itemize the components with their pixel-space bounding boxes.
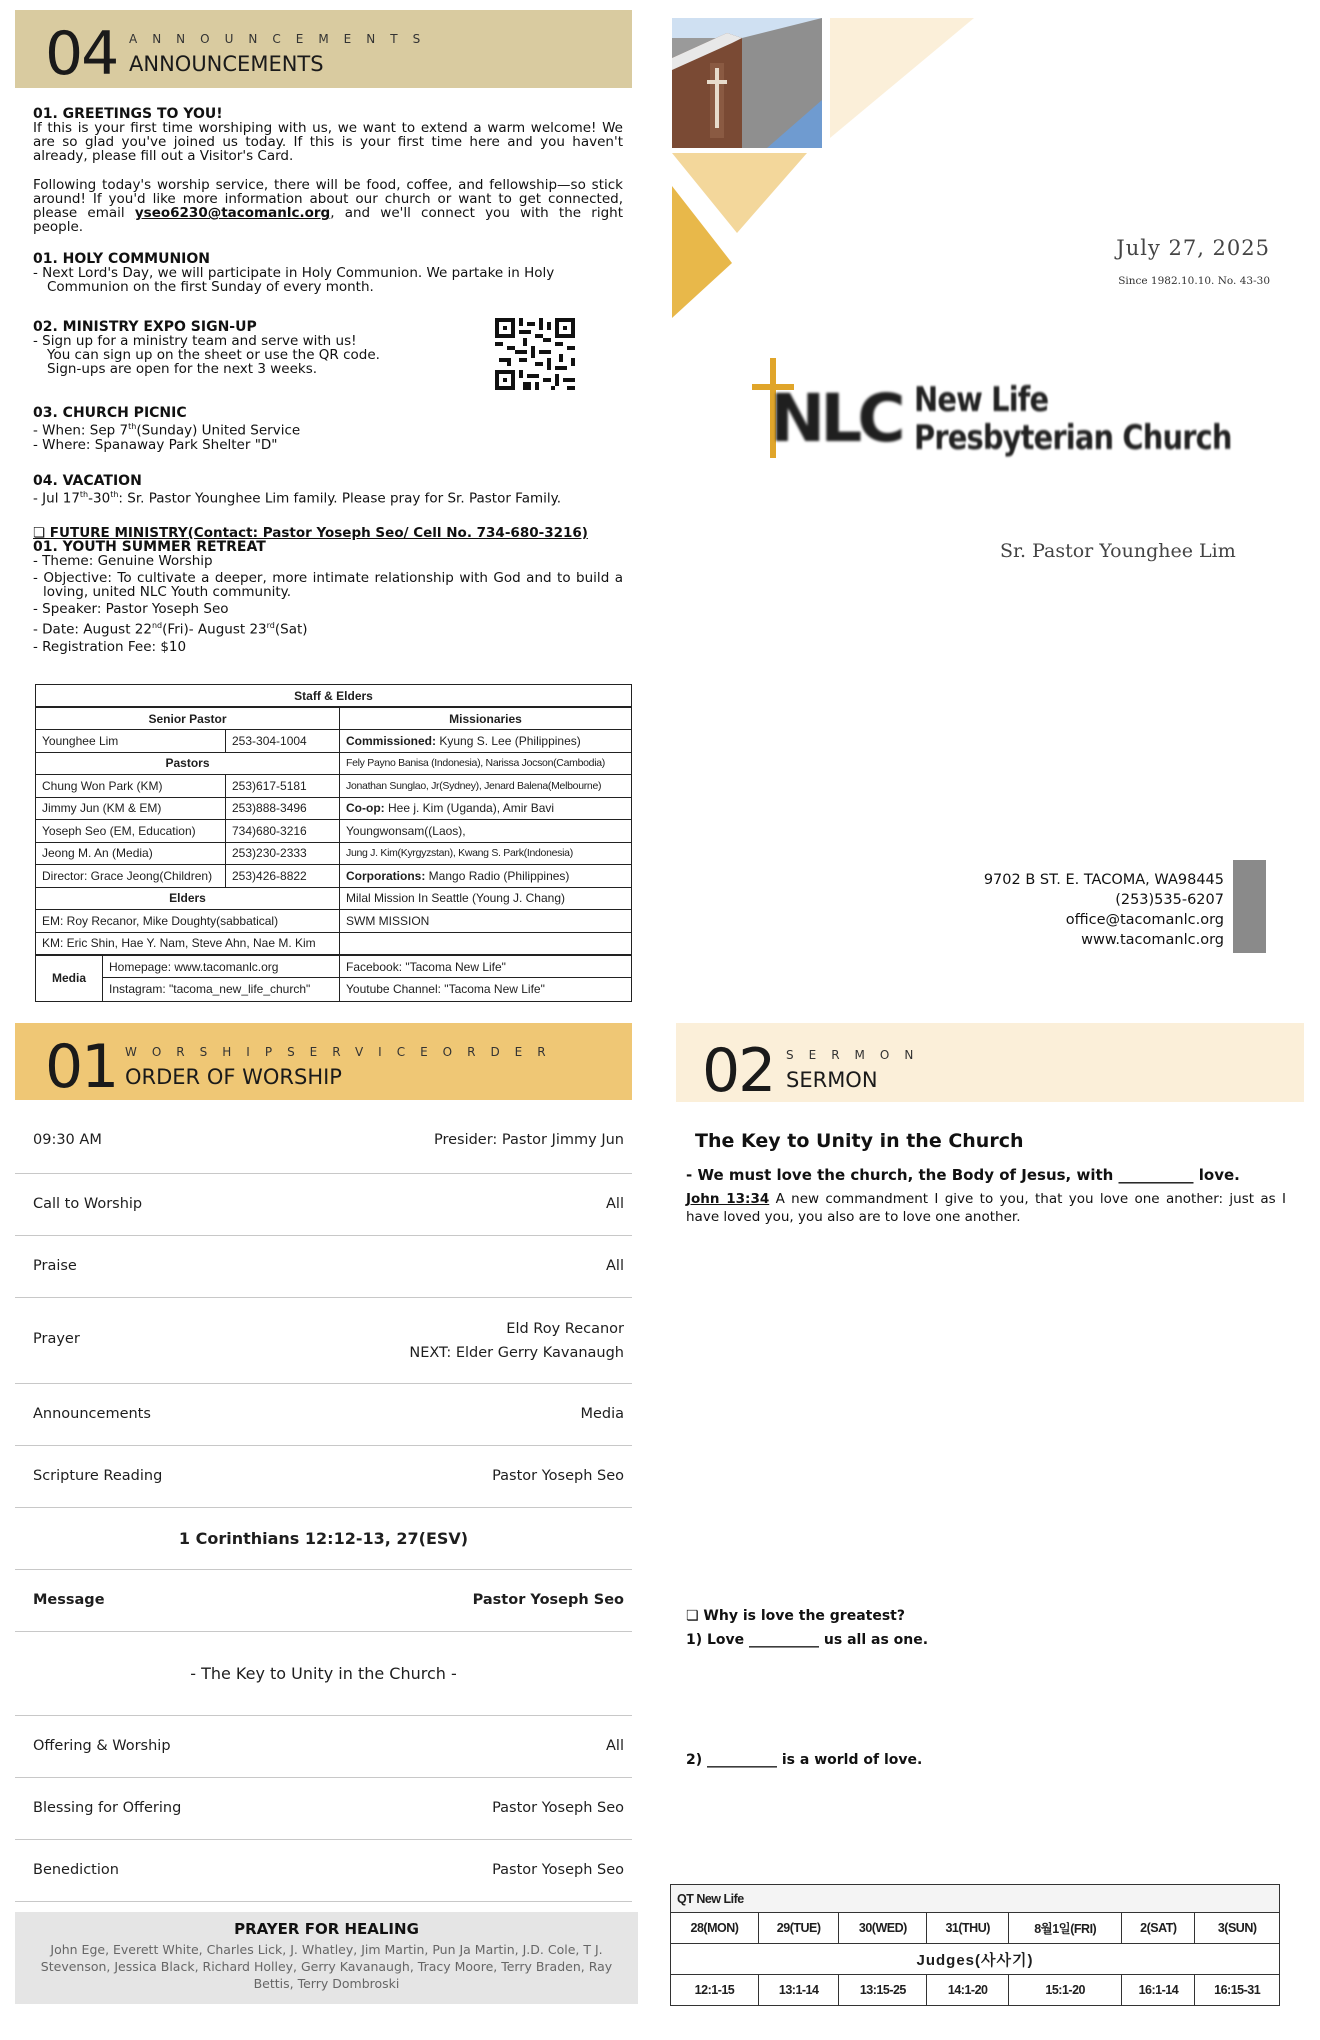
sermon-spaced-title: SERMON xyxy=(786,1048,929,1062)
ministry-expo-title: 02. MINISTRY EXPO SIGN-UP xyxy=(33,319,257,335)
holy-communion-block xyxy=(33,252,623,294)
cover-phone: (253)535-6207 xyxy=(1115,892,1224,908)
announcements-number: 04 xyxy=(45,19,118,89)
youth-fee: - Registration Fee: $10 xyxy=(33,638,187,655)
greetings-block xyxy=(33,107,623,234)
sermon-title: SERMON xyxy=(786,1068,878,1092)
facebook-link[interactable]: Facebook: "Tacoma New Life" xyxy=(340,956,631,978)
pastor-name: Yoseph Seo (EM, Education) xyxy=(36,820,226,843)
worship-item-row xyxy=(15,1298,632,1384)
scripture-reference: 1 Corinthians 12:12-13, 27(ESV) xyxy=(15,1508,632,1570)
youth-date-sup-2: rd xyxy=(266,621,275,630)
elders-em: EM: Roy Recanor, Mike Doughty(sabbatical) xyxy=(36,910,340,933)
greetings-p2-end: , and we'll connect you with the right people. xyxy=(33,205,623,235)
staff-table-title: Staff & Elders xyxy=(36,685,632,708)
worship-item-row xyxy=(15,1174,632,1236)
qt-reading: 12:1-15 xyxy=(671,1975,759,2006)
pastor-name: Jeong M. An (Media) xyxy=(36,842,226,865)
healing-title: PRAYER FOR HEALING xyxy=(234,1920,419,1938)
pastor-phone: 253)617-5181 xyxy=(226,775,340,798)
message-preacher: Pastor Yoseph Seo xyxy=(472,1592,624,1608)
youth-date-1: - Date: August 22 xyxy=(33,621,152,638)
pastor-phone: 253)888-3496 xyxy=(226,797,340,820)
youth-objective: - Objective: To cultivate a deeper, more intimate relationship with God and to build a loving, united NLC Youth community. xyxy=(33,570,623,600)
logo-name-line-2: Presbyterian Church xyxy=(914,418,1232,458)
missionary-corp-label: Corporations: xyxy=(346,868,426,883)
worship-item-leader: All xyxy=(606,1738,624,1754)
vacation-sup-2: th xyxy=(110,490,119,499)
qt-title: QT New Life xyxy=(671,1885,1280,1913)
vacation-block xyxy=(33,474,623,506)
worship-item-label: Offering & Worship xyxy=(33,1738,171,1754)
vacation-sup-1: th xyxy=(79,490,89,499)
church-picnic-title: 03. CHURCH PICNIC xyxy=(33,405,187,421)
qt-reading: 13:1-14 xyxy=(758,1975,838,2006)
worship-item-row xyxy=(15,1716,632,1778)
worship-time: 09:30 AM xyxy=(33,1132,102,1148)
church-logo xyxy=(752,358,1232,468)
missionary-coop-label: Co-op: xyxy=(346,801,385,816)
missionary-row-6: Jung J. Kim(Kyrgyzstan), Kwang S. Park(Indonesia) xyxy=(340,842,632,865)
cover-since: Since 1982.10.10. No. 43-30 xyxy=(1118,275,1270,287)
worship-title: ORDER OF WORSHIP xyxy=(125,1065,342,1089)
vacation-text-1: - Jul 17 xyxy=(33,490,80,507)
greetings-title: 01. GREETINGS TO YOU! xyxy=(33,106,223,122)
youth-date-3: (Sat) xyxy=(274,621,308,638)
worship-item-label: Call to Worship xyxy=(33,1196,143,1212)
greetings-email-link[interactable]: yseo6230@tacomanlc.org xyxy=(134,205,331,221)
qt-reading: 16:15-31 xyxy=(1195,1975,1280,2006)
church-picnic-block xyxy=(33,406,623,452)
sermon-question-2: 2) __________ is a world of love. xyxy=(686,1752,923,1768)
greetings-paragraph-1: If this is your first time worshiping with us, we want to extend a warm welcome! We are so glad you've joined us today. If this is your first time here and you haven't already, please fill out a Visitor's Card. xyxy=(33,120,623,164)
future-ministry-title: ❏ FUTURE MINISTRY(Contact: Pastor Yoseph Seo/ Cell No. 734-680-3216) xyxy=(33,525,588,541)
prayer-for-healing-box xyxy=(15,1912,638,2004)
staff-elders-table xyxy=(35,684,632,1002)
worship-item-label: Praise xyxy=(33,1258,77,1274)
homepage-link[interactable]: Homepage: www.tacomanlc.org xyxy=(103,956,339,978)
missionary-commissioned-label: Commissioned: xyxy=(346,733,437,748)
sermon-question-title: ❏ Why is love the greatest? xyxy=(686,1608,905,1624)
church-picnic-when xyxy=(33,420,623,438)
qt-day: 28(MON) xyxy=(671,1913,759,1944)
sermon-heading: The Key to Unity in the Church xyxy=(695,1130,1024,1152)
worship-item-row xyxy=(15,1384,632,1446)
qt-day: 3(SUN) xyxy=(1195,1913,1280,1944)
pastor-phone: 253)426-8822 xyxy=(226,865,340,888)
missionary-coop xyxy=(340,797,632,820)
verse-reference: John 13:34 xyxy=(686,1191,770,1207)
announcements-spaced-title: ANNOUNCEMENTS xyxy=(129,32,436,46)
worship-presider: Presider: Pastor Jimmy Jun xyxy=(433,1132,624,1148)
message-label: Message xyxy=(33,1592,105,1608)
announcements-header xyxy=(15,10,632,88)
worship-spaced-title: WORSHIPSERVICEORDER xyxy=(125,1045,561,1059)
vacation-title: 04. VACATION xyxy=(33,473,142,489)
cover-contact-block xyxy=(984,870,1224,950)
worship-item-leader: Pastor Yoseph Seo xyxy=(492,1468,624,1484)
ministry-expo-block xyxy=(33,320,493,376)
missionary-row-3: Jonathan Sunglao, Jr(Sydney), Jenard Balena(Melbourne) xyxy=(340,775,632,798)
message-row xyxy=(15,1570,632,1632)
qt-day: 8월1일(FRI) xyxy=(1009,1913,1122,1944)
worship-item-leader: Pastor Yoseph Seo xyxy=(492,1862,624,1878)
cover-geometric-art xyxy=(672,18,982,318)
logo-name-line-1: New Life xyxy=(914,380,1049,420)
holy-communion-text: - Next Lord's Day, we will participate in Holy Communion. We partake in Holy Communion on the first Sunday of every month. xyxy=(33,265,555,295)
worship-item-label: Announcements xyxy=(33,1406,151,1422)
worship-item-leader: Media xyxy=(580,1406,624,1422)
empty-cell xyxy=(340,932,632,955)
vacation-text-3: : Sr. Pastor Younghee Lim family. Please pray for Sr. Pastor Family. xyxy=(118,490,561,507)
missionary-commissioned-value: Kyung S. Lee (Philippines) xyxy=(436,733,581,748)
prayer-leader: Eld Roy Recanor xyxy=(506,1321,624,1337)
qt-reading: 14:1-20 xyxy=(927,1975,1009,2006)
pastor-name: Jimmy Jun (KM & EM) xyxy=(36,797,226,820)
sermon-question-1: 1) Love __________ us all as one. xyxy=(686,1632,929,1648)
cover-website[interactable]: www.tacomanlc.org xyxy=(1081,932,1224,948)
announcements-title: ANNOUNCEMENTS xyxy=(129,52,324,76)
sermon-header xyxy=(676,1023,1304,1106)
picnic-when-sup: th xyxy=(128,422,137,431)
qt-day: 31(THU) xyxy=(927,1913,1009,1944)
worship-item-leader: All xyxy=(606,1196,624,1212)
elders-km: KM: Eric Shin, Hae Y. Nam, Steve Ahn, Nae M. Kim xyxy=(36,932,340,955)
qr-code-image[interactable] xyxy=(495,318,575,390)
missionary-row-2: Fely Payno Banisa (Indonesia), Narissa Jocson(Cambodia) xyxy=(340,752,632,775)
worship-item-label: Scripture Reading xyxy=(33,1468,163,1484)
picnic-when-text-2: (Sunday) United Service xyxy=(136,422,301,439)
missionary-row-5: Youngwonsam((Laos), xyxy=(340,820,632,843)
senior-pastor-name: Younghee Lim xyxy=(36,730,226,753)
youth-date xyxy=(33,619,623,637)
worship-time-row xyxy=(15,1110,632,1174)
pastor-phone: 253)230-2333 xyxy=(226,842,340,865)
sermon-point: - We must love the church, the Body of Jesus, with __________ love. xyxy=(686,1166,1240,1184)
worship-item-label: Benediction xyxy=(33,1862,119,1878)
cover-email[interactable]: office@tacomanlc.org xyxy=(1065,912,1224,928)
youth-date-sup-1: nd xyxy=(151,621,163,630)
holy-communion-title: 01. HOLY COMMUNION xyxy=(33,251,210,267)
missionary-row-9: SWM MISSION xyxy=(340,910,632,933)
missionary-commissioned xyxy=(340,730,632,753)
missionary-coop-value: Hee j. Kim (Uganda), Amir Bavi xyxy=(384,801,555,816)
pastor-phone: 734)680-3216 xyxy=(226,820,340,843)
worship-item-row xyxy=(15,1236,632,1298)
worship-item-leader: All xyxy=(606,1258,624,1274)
ministry-expo-line-2: You can sign up on the sheet or use the QR code. xyxy=(47,347,380,363)
logo-letters: NLC xyxy=(770,380,901,457)
pastor-name: Director: Grace Jeong(Children) xyxy=(36,865,226,888)
qt-day: 30(WED) xyxy=(839,1913,927,1944)
worship-item-leader xyxy=(409,1317,624,1365)
missionary-corporations xyxy=(340,865,632,888)
youtube-link[interactable]: Youtube Channel: "Tacoma New Life" xyxy=(346,981,545,996)
sermon-number: 02 xyxy=(702,1036,775,1106)
qt-day: 2(SAT) xyxy=(1122,1913,1195,1944)
greetings-p2-start: Following today's worship service, there will be food, coffee, and fellowship—so stick around! If you'd like more information about our church or want to get connected, please email xyxy=(33,177,623,221)
vacation-text-2: -30 xyxy=(88,490,111,507)
media-label: Media xyxy=(36,956,103,1001)
qt-reading: 13:15-25 xyxy=(839,1975,927,2006)
qt-day: 29(TUE) xyxy=(758,1913,838,1944)
worship-item-leader: Pastor Yoseph Seo xyxy=(492,1800,624,1816)
missionary-row-8: Milal Mission In Seattle (Young J. Chang) xyxy=(340,887,632,910)
future-ministry-block xyxy=(33,526,623,654)
worship-item-row xyxy=(15,1840,632,1902)
sermon-verse xyxy=(686,1190,1286,1226)
prayer-next-leader: NEXT: Elder Gerry Kavanaugh xyxy=(409,1345,624,1361)
cover-date: July 27, 2025 xyxy=(1116,236,1270,260)
picnic-when-text: - When: Sep 7 xyxy=(33,422,129,439)
verse-text: A new commandment I give to you, that you love one another: just as I have loved you, you also are to love one another. xyxy=(686,1191,1286,1225)
social-cell xyxy=(340,955,632,1002)
vacation-text xyxy=(33,488,623,506)
worship-item-label: Prayer xyxy=(33,1331,80,1347)
youth-theme: - Theme: Genuine Worship xyxy=(33,553,213,569)
qt-reading: 15:1-20 xyxy=(1009,1975,1122,2006)
worship-item-label: Blessing for Offering xyxy=(33,1800,182,1816)
missionary-corp-value: Mango Radio (Philippines) xyxy=(425,868,570,883)
message-title: - The Key to Unity in the Church - xyxy=(15,1632,632,1716)
senior-pastor-phone: 253-304-1004 xyxy=(226,730,340,753)
youth-speaker: - Speaker: Pastor Yoseph Seo xyxy=(33,601,229,617)
church-picnic-where: - Where: Spanaway Park Shelter "D" xyxy=(33,436,278,453)
qt-reading: 16:1-14 xyxy=(1122,1975,1195,2006)
cover-gray-bar xyxy=(1233,860,1266,953)
ministry-expo-line-1: - Sign up for a ministry team and serve with us! xyxy=(33,333,357,349)
senior-pastor-header: Senior Pastor xyxy=(36,707,340,730)
healing-names: John Ege, Everett White, Charles Lick, J. Whatley, Jim Martin, Pun Ja Martin, J.D. Cole, T J. Stevenson, Jessica Black, Richard Holley, Gerry Kavanaugh, Tracy Moore, Terry Braden, Ray Bettis, Terry Dombroski xyxy=(40,1942,613,1991)
worship-number: 01 xyxy=(45,1032,118,1102)
instagram-link[interactable]: Instagram: "tacoma_new_life_church" xyxy=(109,981,311,996)
missionaries-header: Missionaries xyxy=(340,707,632,730)
youth-date-2: (Fri)- August 23 xyxy=(162,621,267,638)
elders-header: Elders xyxy=(36,887,340,910)
media-cell xyxy=(36,955,340,1002)
worship-item-row xyxy=(15,1778,632,1840)
worship-item-row xyxy=(15,1446,632,1508)
pastor-name: Chung Won Park (KM) xyxy=(36,775,226,798)
pastors-header: Pastors xyxy=(36,752,340,775)
cover-senior-pastor: Sr. Pastor Younghee Lim xyxy=(1000,540,1236,562)
qt-schedule-table xyxy=(670,1884,1280,2006)
cover-address: 9702 B ST. E. TACOMA, WA98445 xyxy=(983,872,1224,888)
youth-retreat-title: 01. YOUTH SUMMER RETREAT xyxy=(33,539,266,555)
worship-header xyxy=(15,1023,632,1100)
greetings-paragraph-2 xyxy=(33,178,623,234)
qt-book: Judges(사사기) xyxy=(671,1944,1280,1975)
ministry-expo-line-3: Sign-ups are open for the next 3 weeks. xyxy=(47,361,318,377)
